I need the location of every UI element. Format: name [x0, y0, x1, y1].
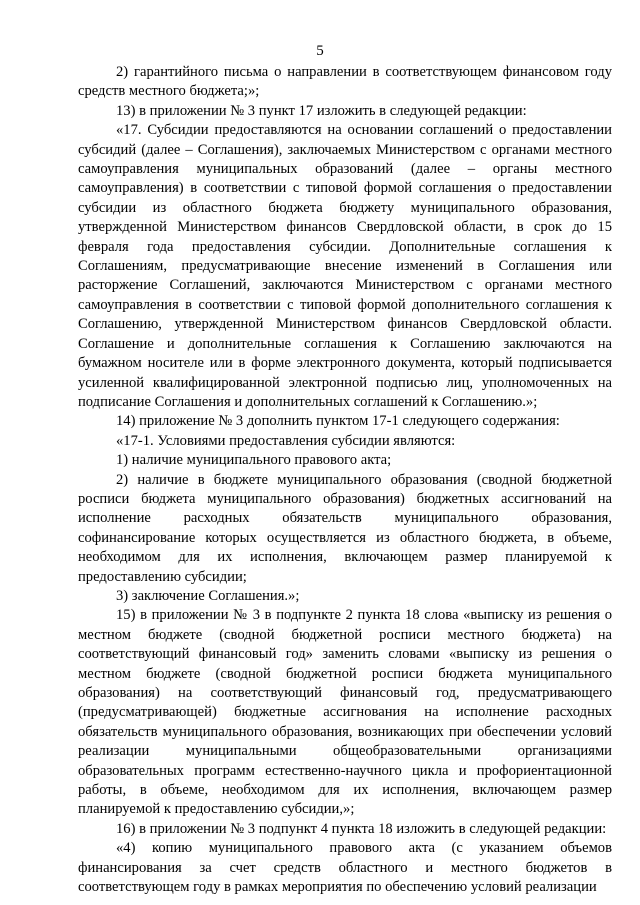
paragraph-condition-3: 3) заключение Соглашения.»; — [116, 587, 300, 604]
paragraph-condition-2: 2) наличие в бюджете муниципального образования (сводной бюджетной росписи бюджета муниципального образования) бюджетных ассигнований на исполнение расходных обязательств муниципального образования, софинансирование которых осуществляется из областного бюджета, в объеме, необходимом для их исполнения, включающем размер планируемой к предоставлению субсидии; — [78, 471, 612, 585]
paragraph-amendment-13: 13) в приложении № 3 пункт 17 изложить в следующей редакции: — [116, 102, 527, 119]
paragraph-point-17: «17. Субсидии предоставляются на основании соглашений о предоставлении субсидий (далее – Соглашения), заключаемых Министерством с органами местного самоуправления муниципальных образований (далее – органы местного самоуправления) в соответствии с типовой формой соглашения о предоставлении субсидии из областного бюджета бюджету муниципального образования, утвержденной Министерством финансов Свердловской области, в срок до 15 февраля года предоставления субсидии. Дополнительные соглашения к Соглашениям, предусматривающие внесение изменений в Соглашения или расторжение Соглашений, заключаются Министерством с органами местного самоуправления в соответствии с типовой формой дополнительного соглашения к Соглашению, утвержденной Министерством финансов Свердловской области. Соглашение и дополнительные соглашения к Соглашению заключаются на бумажном носителе или в форме электронного документа, который подписывается усиленной квалифицированной электронной подписью лиц, уполномоченных на подписание Соглашения и дополнительных соглашений к Соглашению.»; — [78, 122, 612, 410]
paragraph-amendment-15: 15) в приложении № 3 в подпункте 2 пункта 18 слова «выписку из решения о местном бюджете (сводной бюджетной росписи местного бюджета) на соответствующий финансовый год» заменить словами «выписку из решения о местном бюджете (сводной бюджетной росписи бюджета муниципального образования) на соответствующий финансовый год, предусматривающего (предусматривающей) бюджетные ассигнования на исполнение расходных обязательств муниципального образования, возникающих при обеспечении условий реализации муниципальными общеобразовательными организациями образовательных программ естественно-научного цикла и профориентационной работы, в объеме, необходимом для их исполнения, включающем размер планируемой к предоставлению субсидии,»; — [78, 607, 612, 818]
paragraph-condition-1: 1) наличие муниципального правового акта; — [116, 452, 392, 469]
paragraph-subpoint-4: «4) копию муниципального правового акта (с указанием объемов финансирования за счет средств областного и местного бюджетов в соответствующем году в рамках мероприятия по обеспечению условий реализации — [78, 840, 612, 896]
document-body — [78, 63, 612, 897]
paragraph-item-2-continuation: 2) гарантийного письма о направлении в соответствующем финансовом году средств местного бюджета;»; — [78, 64, 612, 100]
paragraph-point-17-1: «17-1. Условиями предоставления субсидии являются: — [116, 432, 456, 449]
paragraph-amendment-14: 14) приложение № 3 дополнить пунктом 17-1 следующего содержания: — [116, 413, 560, 430]
page-number: 5 — [316, 43, 324, 59]
paragraph-amendment-16: 16) в приложении № 3 подпункт 4 пункта 18 изложить в следующей редакции: — [116, 820, 607, 837]
